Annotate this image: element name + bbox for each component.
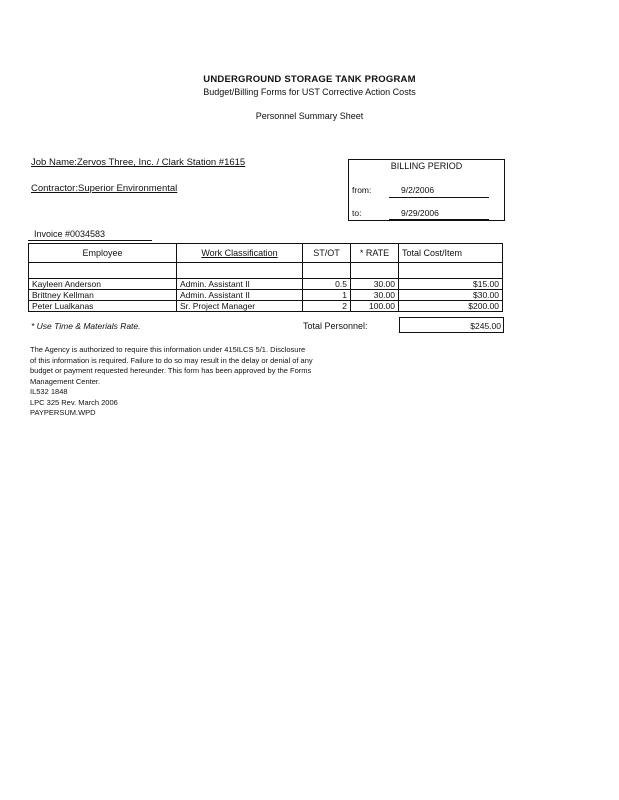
spacer-cell — [399, 263, 503, 279]
spacer-cell — [351, 263, 399, 279]
job-name-label: Job Name: — [31, 157, 77, 168]
job-name-value: Zervos Three, Inc. / Clark Station #1615 — [76, 157, 246, 168]
personnel-table — [28, 243, 503, 312]
rate-cell: 30.00 — [351, 279, 399, 290]
footer-line: The Agency is authorized to require this information under 415ILCS 5/1. Disclosure — [30, 345, 306, 354]
header-rate: * RATE — [351, 244, 399, 263]
employee-cell: Kayleen Anderson — [29, 279, 177, 290]
footer-line: PAYPERSUM.WPD — [30, 408, 96, 417]
total-cell: $30.00 — [399, 290, 503, 301]
employee-cell: Brittney Kellman — [29, 290, 177, 301]
billing-from-label: from: — [352, 185, 372, 195]
header-work-classification: Work Classification — [177, 244, 303, 263]
billing-to-underline — [389, 219, 489, 220]
total-cell: $200.00 — [399, 301, 503, 312]
header-employee: Employee — [29, 244, 177, 263]
footer-line: budget or payment requested hereunder. This form has been approved by the Forms — [30, 366, 312, 375]
billing-to-label: to: — [352, 208, 362, 218]
total-personnel-label: Total Personnel: — [303, 321, 368, 331]
classification-cell: Admin. Assistant II — [177, 279, 303, 290]
footer-line: of this information is required. Failure to do so may result in the delay or denial of any — [30, 355, 313, 365]
contractor-label: Contractor: — [31, 183, 78, 194]
spacer-cell — [303, 263, 351, 279]
stot-cell: 1 — [303, 290, 351, 301]
contractor-value: Superior Environmental — [78, 183, 178, 194]
header-total-cost: Total Cost/Item — [399, 244, 503, 263]
invoice-underline — [28, 240, 152, 241]
program-title: UNDERGROUND STORAGE TANK PROGRAM — [203, 74, 416, 85]
table-spacer-row — [29, 263, 503, 279]
total-personnel-value: $245.00 — [399, 317, 504, 333]
rate-note: * Use Time & Materials Rate. — [31, 321, 141, 331]
spacer-cell — [177, 263, 303, 279]
invoice-number: Invoice #0034583 — [34, 229, 106, 239]
billing-from-value: 9/2/2006 — [401, 185, 435, 195]
footer-line: Management Center. — [30, 376, 101, 386]
contractor-line — [31, 183, 177, 194]
billing-period-title: BILLING PERIOD — [390, 161, 463, 171]
total-cell: $15.00 — [399, 279, 503, 290]
footer-notice — [30, 345, 313, 419]
sheet-title: Personnel Summary Sheet — [255, 111, 364, 121]
rate-cell: 100.00 — [351, 301, 399, 312]
spacer-cell — [29, 263, 177, 279]
rate-cell: 30.00 — [351, 290, 399, 301]
stot-cell: 2 — [303, 301, 351, 312]
footer-line: LPC 325 Rev. March 2006 — [30, 397, 118, 407]
stot-cell: 0.5 — [303, 279, 351, 290]
billing-period-box — [348, 159, 505, 221]
header-st-ot: ST/OT — [303, 244, 351, 263]
job-name-line — [31, 157, 245, 168]
employee-cell: Peter Lualkanas — [29, 301, 177, 312]
table-row — [29, 301, 503, 312]
table-header-row — [29, 244, 503, 263]
footer-line: IL532 1848 — [30, 387, 68, 396]
table-row — [29, 279, 503, 290]
billing-to-value: 9/29/2006 — [401, 208, 439, 218]
billing-from-underline — [389, 197, 489, 198]
classification-cell: Sr. Project Manager — [177, 301, 303, 312]
table-row — [29, 290, 503, 301]
classification-cell: Admin. Assistant II — [177, 290, 303, 301]
form-subtitle: Budget/Billing Forms for UST Corrective Action Costs — [203, 87, 416, 97]
